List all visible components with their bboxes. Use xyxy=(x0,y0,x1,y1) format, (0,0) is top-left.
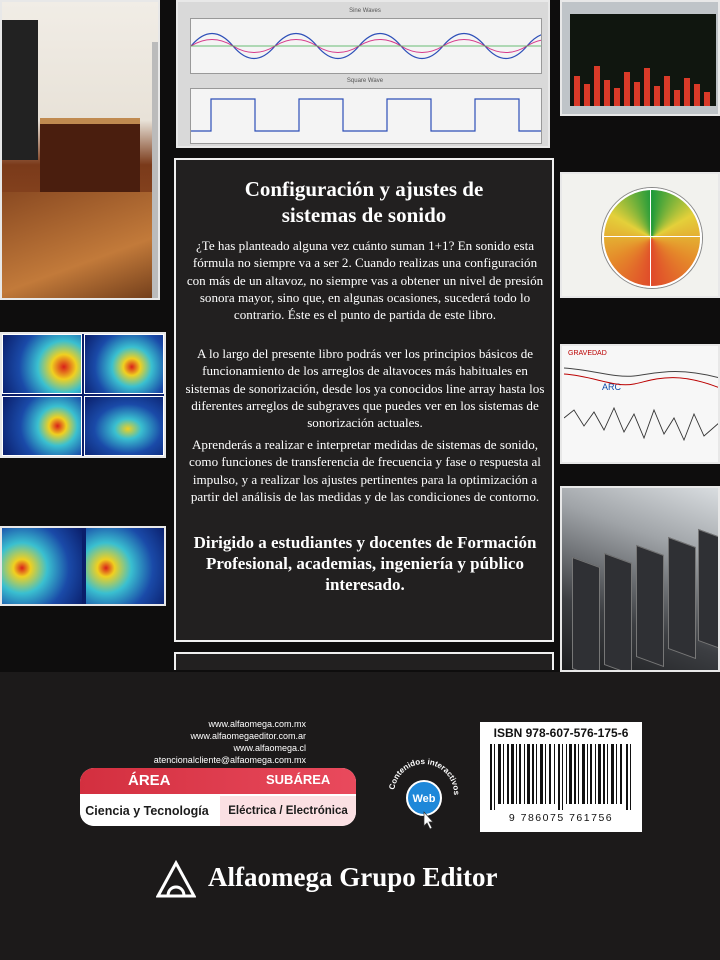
spl-heatmap-grid xyxy=(0,332,166,458)
wall-panel xyxy=(152,42,160,300)
target-audience: Dirigido a estudiantes y docentes de Formación Profesional, academias, ingeniería y público interesado. xyxy=(193,533,537,594)
wave-top-caption: Sine Waves xyxy=(349,8,381,14)
square-wave-svg xyxy=(191,89,541,143)
waveform-plots xyxy=(176,0,550,148)
website-link[interactable]: www.alfaomegaeditor.com.ar xyxy=(190,731,306,741)
subject-area-box xyxy=(80,768,356,826)
sine-wave-svg xyxy=(191,19,541,73)
spl-heatmap-row xyxy=(0,526,166,606)
heatmap-tile xyxy=(84,396,164,456)
heatmap-tile xyxy=(84,334,164,394)
sine-wave-plot xyxy=(190,18,542,74)
wave-bottom-caption: Square Wave xyxy=(346,78,384,84)
heatmap-tile xyxy=(2,334,82,394)
alfaomega-logo-icon xyxy=(156,860,196,900)
website-link[interactable]: www.alfaomega.com.mx xyxy=(208,719,306,729)
isbn-label: ISBN 978-607-576-175-6 xyxy=(493,726,629,740)
graph-curves xyxy=(564,348,720,464)
interactive-content-badge[interactable] xyxy=(384,752,464,832)
stage-floor xyxy=(2,192,160,300)
sound-system-equipment-photo xyxy=(560,486,720,672)
isbn-barcode xyxy=(480,722,642,832)
publisher-name: Alfaomega Grupo Editor xyxy=(208,862,498,892)
frequency-response-graph xyxy=(560,344,720,464)
subarea-label: SUBÁREA xyxy=(266,772,331,787)
line-array-speaker xyxy=(2,20,38,160)
paragraph-1: ¿Te has planteado alguna vez cuánto suman 1+1? En sonido esta fórmula no siempre va a ser 2. Cuando realizas una configuración con más de un altavoz, no siempre vas a obtener un nivel de presión sonora mayor, sino que, en algunas ocasiones, sucederá todo lo contrario. Éste es el punto de partida de este libro. xyxy=(186,238,544,323)
barcode-bars xyxy=(488,744,634,810)
heatmap-tile xyxy=(86,528,166,606)
heatmap-tile xyxy=(2,528,82,606)
square-wave-plot xyxy=(190,88,542,144)
spectrum-analyzer-screen xyxy=(560,0,720,116)
graph-series-label: GRAVEDAD xyxy=(568,350,607,357)
area-value: Ciencia y Tecnología xyxy=(80,796,214,826)
speaker-cabinet xyxy=(604,553,632,672)
title-line-2: sistemas de sonido xyxy=(281,203,447,227)
polar-directivity-plot xyxy=(560,172,720,298)
title-line-1: Configuración y ajustes de xyxy=(244,177,484,201)
panel-bottom-strip xyxy=(174,652,554,670)
web-badge-icon xyxy=(384,752,464,832)
polar-axis-horizontal xyxy=(602,236,700,237)
area-label: ÁREA xyxy=(128,772,171,789)
badge-web-label: Web xyxy=(412,793,436,805)
subarea-value: Eléctrica / Electrónica xyxy=(220,796,356,826)
publisher-brand xyxy=(156,858,576,908)
speaker-cabinet xyxy=(636,545,664,667)
polar-axis-vertical xyxy=(650,188,651,286)
heatmap-tile xyxy=(2,396,82,456)
auditorium-photo xyxy=(0,0,160,300)
email-link[interactable]: atencionalcliente@alfaomega.com.mx xyxy=(153,755,306,765)
paragraph-3: Aprenderás a realizar e interpretar medidas de sistemas de sonido, como funciones de transferencia de frecuencia y fase o respuesta al impulso, y a realizar los ajustes pertinentes para la optimización a partir del análisis de las medidas y de las condiciones de contorno. xyxy=(189,437,541,504)
barcode-digits: 9 786075 761756 xyxy=(508,812,614,824)
speaker-cabinet xyxy=(698,529,720,651)
speaker-cabinet xyxy=(668,537,696,659)
graph-arc-label: ARC xyxy=(602,382,622,392)
badge-arc-text: Contenidos interactivos xyxy=(387,756,462,796)
book-title xyxy=(186,176,542,228)
speaker-cabinet xyxy=(572,557,600,672)
paragraph-2: A lo largo del presente libro podrás ver los principios básicos de funcionamiento de los arreglos de altavoces más habituales en sistemas de sonorización, desde los ya conocidos line array hasta los diferentes arreglos de subgraves que puedes ver en los sistemas de sonorización actuales. xyxy=(185,346,545,431)
website-link[interactable]: www.alfaomega.cl xyxy=(233,743,306,753)
description-panel xyxy=(174,158,554,642)
polar-disc xyxy=(602,188,702,288)
contact-websites xyxy=(0,718,306,766)
analyzer-display xyxy=(570,14,716,106)
